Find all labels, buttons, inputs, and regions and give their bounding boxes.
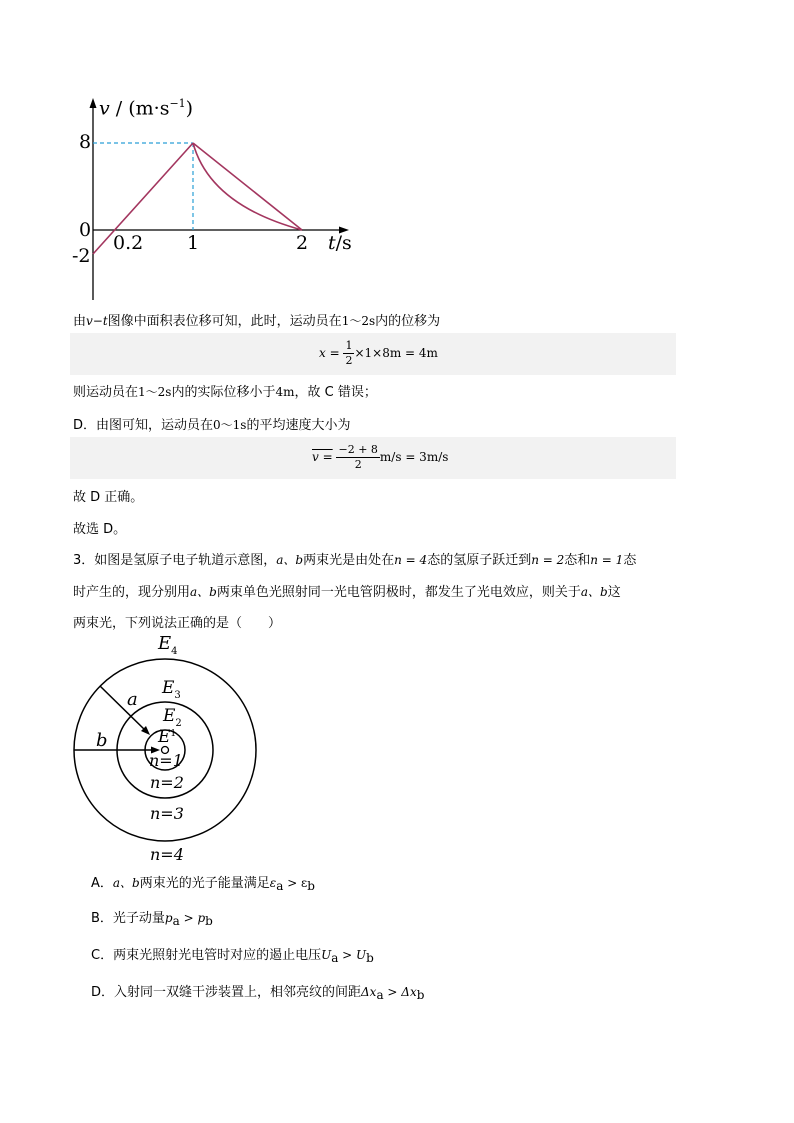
option-C[interactable]: C．两束光照射光电管时对应的遏止电压Ua > Ub: [91, 948, 374, 965]
q3-l1-b: 两束光是由处在: [303, 553, 395, 568]
para3-suffix: 的平均速度大小为: [246, 418, 351, 433]
eq1-num: 1: [345, 339, 353, 352]
y-axis-label: [99, 97, 193, 119]
eq2-den: 2: [354, 458, 362, 471]
label-a: a: [127, 689, 138, 710]
q3-l1-n2: n = 2: [531, 553, 565, 567]
para1-prefix: 由: [73, 314, 87, 329]
y-axis-symbol: v: [99, 97, 110, 120]
para1-suffix: 内的位移为: [375, 314, 441, 329]
eq2-fraction: [336, 443, 379, 472]
x-tick-2: 2: [296, 232, 309, 254]
eq1-lhs: x =: [319, 346, 340, 360]
q3-l2-c: 这: [607, 585, 621, 600]
label-n2: n=2: [150, 773, 184, 792]
orbit-diagram: [0, 630, 300, 870]
para2-mid: 内的实际位移小于: [171, 385, 276, 400]
x-axis-unit: /s: [335, 232, 352, 254]
y-tick-8: 8: [79, 131, 92, 153]
para1-math: v−t: [86, 314, 108, 328]
vt-graph: [0, 0, 794, 310]
falling-line: [193, 143, 302, 230]
para3-range: 0～1s: [213, 418, 247, 432]
para1-mid: 图像中面积表位移可知，此时，运动员在: [107, 314, 342, 329]
y-axis-unit-close: ): [185, 97, 194, 120]
y-axis-unit-exp: −1: [169, 97, 186, 110]
paragraph-1: [73, 310, 440, 329]
label-E1: $E^1$: [158, 727, 177, 747]
paragraph-5: 故选 D。: [73, 522, 127, 537]
option-B[interactable]: B．光子动量pa > pb: [91, 911, 213, 928]
y-axis-arrow: [90, 98, 97, 108]
q3-l2-a: 时产生的，现分别用: [73, 585, 191, 600]
label-E3: $E_3$: [162, 678, 181, 701]
question-3-line-3: 两束光，下列说法正确的是（ ）: [73, 616, 282, 631]
q3-l1-d: 态和: [564, 553, 591, 568]
y-axis-unit: / (m·s: [115, 97, 170, 120]
question-3-line-1: [73, 549, 636, 568]
label-n1: n=1: [149, 751, 183, 770]
para3-prefix: D．由图可知，运动员在: [73, 418, 214, 433]
option-A[interactable]: A．a、b两束光的光子能量满足εa > εb: [91, 876, 315, 893]
q3-l1-e: 态: [623, 553, 637, 568]
eq1-rhs: ×1×8m = 4m: [354, 346, 438, 360]
paragraph-3: [73, 414, 350, 433]
eq2-lhs: v =: [312, 450, 333, 464]
option-D[interactable]: D．入射同一双缝干涉装置上，相邻亮纹的间距Δxa > Δxb: [91, 985, 425, 1002]
eq2-num: −2 + 8: [338, 443, 378, 456]
label-b: b: [96, 730, 108, 751]
q3-l2-b: 两束单色光照射同一光电管阴极时，都发生了光电效应，则关于: [216, 585, 581, 600]
eq2-rhs: m/s = 3m/s: [379, 450, 449, 464]
label-E4: $E_4$: [158, 633, 178, 657]
para2-range: 1～2s: [138, 385, 172, 399]
label-n3: n=3: [150, 804, 184, 823]
x-axis-label: [328, 232, 352, 254]
y-tick-neg2: -2: [72, 245, 91, 267]
paragraph-2: [73, 381, 377, 400]
q3-l2-ab: a、b: [190, 585, 217, 599]
q3-l1-c: 态的氢原子跃迁到: [427, 553, 532, 568]
q3-l2-ab2: a、b: [580, 585, 608, 599]
question-3-line-2: [73, 581, 621, 600]
q3-l1-a: 3．如图是氢原子电子轨道示意图，: [73, 553, 277, 568]
label-E2: $E_2$: [163, 706, 182, 729]
label-n4: n=4: [150, 845, 184, 864]
eq1-fraction: [343, 339, 354, 368]
x-tick-0.2: 0.2: [113, 232, 144, 254]
equation-1: [319, 339, 438, 368]
para2-value: 4m: [275, 385, 295, 399]
y-tick-0: 0: [79, 219, 92, 241]
x-tick-1: 1: [187, 232, 200, 254]
eq1-den: 2: [345, 354, 353, 367]
q3-l1-n4: n = 4: [394, 553, 428, 567]
arrow-a-line: [100, 686, 146, 731]
para2-suffix: ，故 C 错误；: [294, 385, 377, 400]
para2-prefix: 则运动员在: [73, 385, 139, 400]
equation-2: [312, 443, 448, 472]
q3-l1-ab: a、b: [276, 553, 304, 567]
para1-range: 1～2s: [341, 314, 376, 328]
q3-l1-n1: n = 1: [590, 553, 624, 567]
paragraph-4: 故 D 正确。: [73, 490, 144, 505]
x-axis-symbol: t: [328, 232, 336, 254]
